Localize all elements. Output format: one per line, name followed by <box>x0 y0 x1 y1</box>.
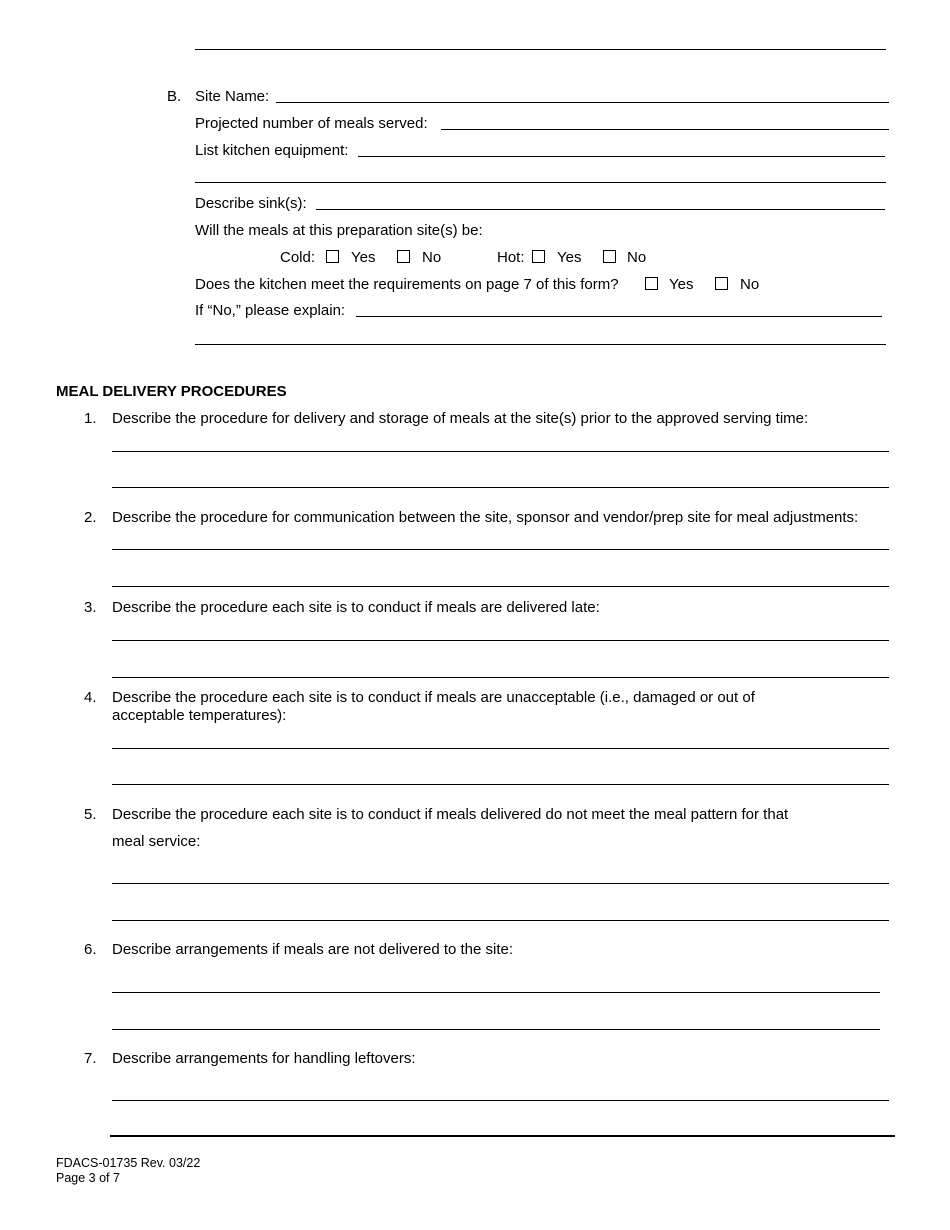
meals-temperature-question: Will the meals at this preparation site(s) be: <box>195 222 483 239</box>
kitchen-requirements-question: Does the kitchen meet the requirements on page 7 of this form? <box>195 276 619 293</box>
hot-label: Hot: <box>497 249 525 266</box>
page-number: Page 3 of 7 <box>56 1171 120 1185</box>
item-2-number: 2. <box>84 509 97 526</box>
item-1-answer-line2[interactable] <box>112 487 889 488</box>
item-1-answer-line1[interactable] <box>112 451 889 452</box>
form-id: FDACS-01735 Rev. 03/22 <box>56 1156 201 1170</box>
item-4-answer-line2[interactable] <box>112 784 889 785</box>
footer-divider <box>110 1135 895 1137</box>
meal-delivery-heading: MEAL DELIVERY PROCEDURES <box>56 383 287 400</box>
item-6-number: 6. <box>84 941 97 958</box>
item-3-number: 3. <box>84 599 97 616</box>
item-6-answer-line2[interactable] <box>112 1029 880 1030</box>
section-b-marker: B. <box>167 88 182 105</box>
sinks-label: Describe sink(s): <box>195 195 307 212</box>
cold-no-checkbox[interactable] <box>397 250 410 263</box>
cold-yes-label: Yes <box>351 249 376 266</box>
hot-yes-checkbox[interactable] <box>532 250 545 263</box>
item-6-answer-line1[interactable] <box>112 992 880 993</box>
hot-no-label: No <box>627 249 647 266</box>
item-3-answer-line1[interactable] <box>112 640 889 641</box>
continuation-answer-line[interactable] <box>195 49 886 50</box>
item-1-number: 1. <box>84 410 97 427</box>
sinks-field[interactable] <box>316 209 885 210</box>
kitchen-req-yes-label: Yes <box>669 276 694 293</box>
hot-yes-label: Yes <box>557 249 582 266</box>
kitchen-req-no-checkbox[interactable] <box>715 277 728 290</box>
item-1-text: Describe the procedure for delivery and storage of meals at the site(s) prior to the approved serving time: <box>112 410 809 427</box>
item-6-text: Describe arrangements if meals are not delivered to the site: <box>112 941 514 958</box>
cold-label: Cold: <box>280 249 316 266</box>
meals-served-label: Projected number of meals served: <box>195 115 428 132</box>
kitchen-equipment-label: List kitchen equipment: <box>195 142 349 159</box>
item-5-answer-line1[interactable] <box>112 883 889 884</box>
item-2-answer-line1[interactable] <box>112 549 889 550</box>
item-5-answer-line2[interactable] <box>112 920 889 921</box>
item-4-text-line2: acceptable temperatures): <box>112 707 287 724</box>
site-name-label: Site Name: <box>195 88 270 105</box>
item-5-text-line2: meal service: <box>112 833 201 850</box>
item-3-text: Describe the procedure each site is to conduct if meals are delivered late: <box>112 599 600 616</box>
item-5-text-line1: Describe the procedure each site is to conduct if meals delivered do not meet the meal pattern for that <box>112 806 789 823</box>
item-7-number: 7. <box>84 1050 97 1067</box>
cold-yes-checkbox[interactable] <box>326 250 339 263</box>
kitchen-req-yes-checkbox[interactable] <box>645 277 658 290</box>
kitchen-equipment-field[interactable] <box>358 156 885 157</box>
kitchen-req-no-label: No <box>740 276 760 293</box>
item-5-number: 5. <box>84 806 97 823</box>
if-no-explain-label: If “No,” please explain: <box>195 302 346 319</box>
item-2-answer-line2[interactable] <box>112 586 889 587</box>
item-7-answer-line1[interactable] <box>112 1100 889 1101</box>
item-4-answer-line1[interactable] <box>112 748 889 749</box>
if-no-explain-field[interactable] <box>356 316 882 317</box>
item-2-text: Describe the procedure for communication between the site, sponsor and vendor/prep site for meal adjustments: <box>112 509 859 526</box>
item-7-text: Describe arrangements for handling leftovers: <box>112 1050 416 1067</box>
kitchen-equipment-field-line2[interactable] <box>195 182 886 183</box>
item-3-answer-line2[interactable] <box>112 677 889 678</box>
item-4-text-line1: Describe the procedure each site is to conduct if meals are unacceptable (i.e., damaged or out of <box>112 689 755 706</box>
item-4-number: 4. <box>84 689 97 706</box>
site-name-field[interactable] <box>276 102 889 103</box>
hot-no-checkbox[interactable] <box>603 250 616 263</box>
cold-no-label: No <box>422 249 442 266</box>
if-no-explain-field-line2[interactable] <box>195 344 886 345</box>
meals-served-field[interactable] <box>441 129 889 130</box>
